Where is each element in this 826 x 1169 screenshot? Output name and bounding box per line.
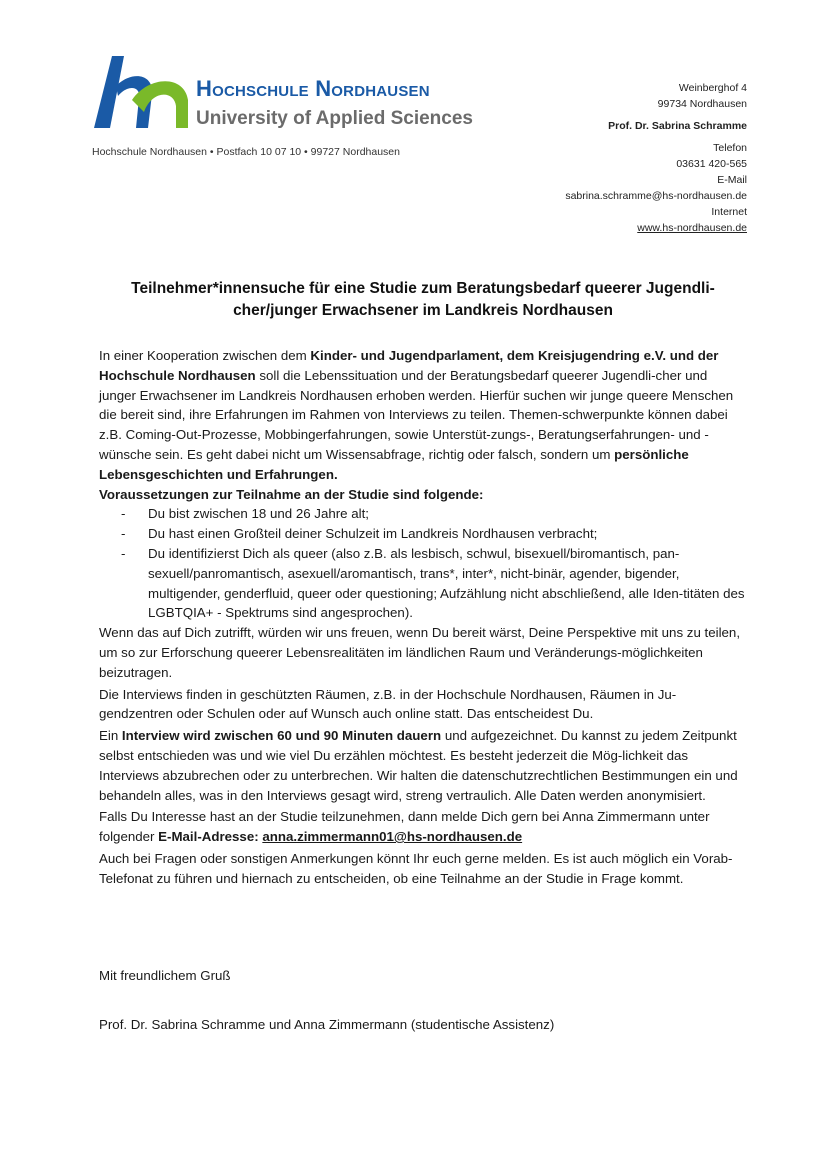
intro-paragraph: In einer Kooperation zwischen dem Kinder- und Jugendparlament, dem Kreisjugendring e.V. und der Hochschule Nordhausen soll die Lebenssituation und der Beratungsbedarf queerer Jugendli-cher und junger Erwachsener im Landkreis Nordhausen erhoben werden. Hierfür suchen wir junge queere Menschen die bereit sind, ihre Erfahrungen im Rahmen von Interviews zu teilen. Themen-schwerpunkte können dabei z.B. Coming-Out-Prozesse, Mobbingerfahrungen, sowie Unterstüt-zungs-, Beratungserfahrungen- und -wünsche sein. Es geht dabei nicht um Wissensabfrage, richtig oder falsch, sondern um persönliche Lebensgeschichten und Erfahrungen.: [99, 348, 734, 482]
requirements-list: [99, 504, 747, 623]
email-label: E-Mail: [717, 174, 747, 186]
requirements-title: Voraussetzungen zur Teilnahme an der Studie sind folgende:: [99, 486, 484, 502]
contact-street: Weinberghof 4: [678, 82, 747, 94]
web-label: Internet: [711, 206, 747, 218]
contact-block: [487, 80, 747, 236]
university-logo: [92, 56, 532, 132]
paragraph-location: Die Interviews finden in geschützten Räumen, z.B. in der Hochschule Nordhausen, Räumen in Ju-gendzentren oder Schulen oder auf Wunsch auch online statt. Das entscheidest Du.: [99, 686, 677, 722]
hn-logo-mark-icon: [92, 56, 192, 132]
contact-name: Prof. Dr. Sabrina Schramme: [608, 120, 747, 132]
contact-email-link[interactable]: anna.zimmermann01@hs-nordhausen.de: [262, 829, 523, 845]
paragraph-perspective: Wenn das auf Dich zutrifft, würden wir uns freuen, wenn Du bereit wärst, Deine Perspektive mit uns zu teilen, um so zur Erforschung queerer Lebensrealitäten im ländlichen Raum und Veränderungs-möglichkeiten beizutragen.: [99, 625, 741, 680]
signature-line: Prof. Dr. Sabrina Schramme und Anna Zimmermann (studentische Assistenz): [99, 1017, 555, 1032]
phone-number: 03631 420-565: [676, 158, 747, 170]
letter-body: [99, 346, 747, 889]
paragraph-interview: Ein Interview wird zwischen 60 und 90 Minuten dauern und aufgezeichnet. Du kannst zu jedem Zeitpunkt selbst entschieden was und wie viel Du erzählen möchtest. Es besteht jederzeit die Mög-lichkeit das Interviews abzubrechen oder zu unterbrechen. Wir halten die datenschutzrechtlichen Bestimmungen ein und behandeln alles, was in den Interviews gesagt wird, streng vertraulich. Alle Daten werden anonymisiert.: [99, 728, 738, 803]
paragraph-questions: Auch bei Fragen oder sonstigen Anmerkungen könnt Ihr euch gerne melden. Es ist auch möglich ein Vorab-Telefonat zu führen und hiernach zu entscheiden, ob eine Teilnahme an der Studie in Frage kommt.: [99, 850, 733, 886]
paragraph-contact: Falls Du Interesse hast an der Studie teilzunehmen, dann melde Dich gern bei Anna Zimmermann unter folgender E-Mail-Adresse: anna.zimmermann01@hs-nordhausen.de: [99, 809, 710, 845]
page-title: [99, 278, 747, 322]
sender-address-line: Hochschule Nordhausen • Postfach 10 07 10 • 99727 Nordhausen: [92, 146, 400, 158]
list-item: - Du identifizierst Dich als queer (also z.B. als lesbisch, schwul, bisexuell/biromantisch, pan-sexuell/panromantisch, asexuell/aromantisch, trans*, inter*, nicht-binär, agender, bigender, multigender, genderfluid, queer oder questioning; Aufzählung nicht abschließend, alle Iden-titäten des LGBTQIA+ - Spektrums sind angesprochen).: [121, 545, 745, 621]
title-line-1: Teilnehmer*innensuche für eine Studie zum Beratungsbedarf queerer Jugendli-: [131, 280, 715, 297]
website-link[interactable]: www.hs-nordhausen.de: [637, 222, 747, 234]
bullet-dash: -: [121, 545, 126, 561]
list-item: - Du hast einen Großteil deiner Schulzeit im Landkreis Nordhausen verbracht;: [99, 524, 747, 544]
bullet-dash: -: [121, 526, 126, 542]
contact-email[interactable]: sabrina.schramme@hs-nordhausen.de: [565, 190, 747, 202]
phone-label: Telefon: [713, 142, 747, 154]
closing-greeting: Mit freundlichem Gruß: [99, 968, 231, 983]
contact-city: 99734 Nordhausen: [657, 98, 747, 110]
list-item: - Du bist zwischen 18 und 26 Jahre alt;: [99, 504, 747, 524]
logo-title: Hochschule Nordhausen: [196, 76, 430, 101]
bullet-dash: -: [121, 506, 126, 522]
title-line-2: cher/junger Erwachsener im Landkreis Nordhausen: [233, 302, 613, 319]
logo-subtitle: University of Applied Sciences: [196, 108, 473, 129]
